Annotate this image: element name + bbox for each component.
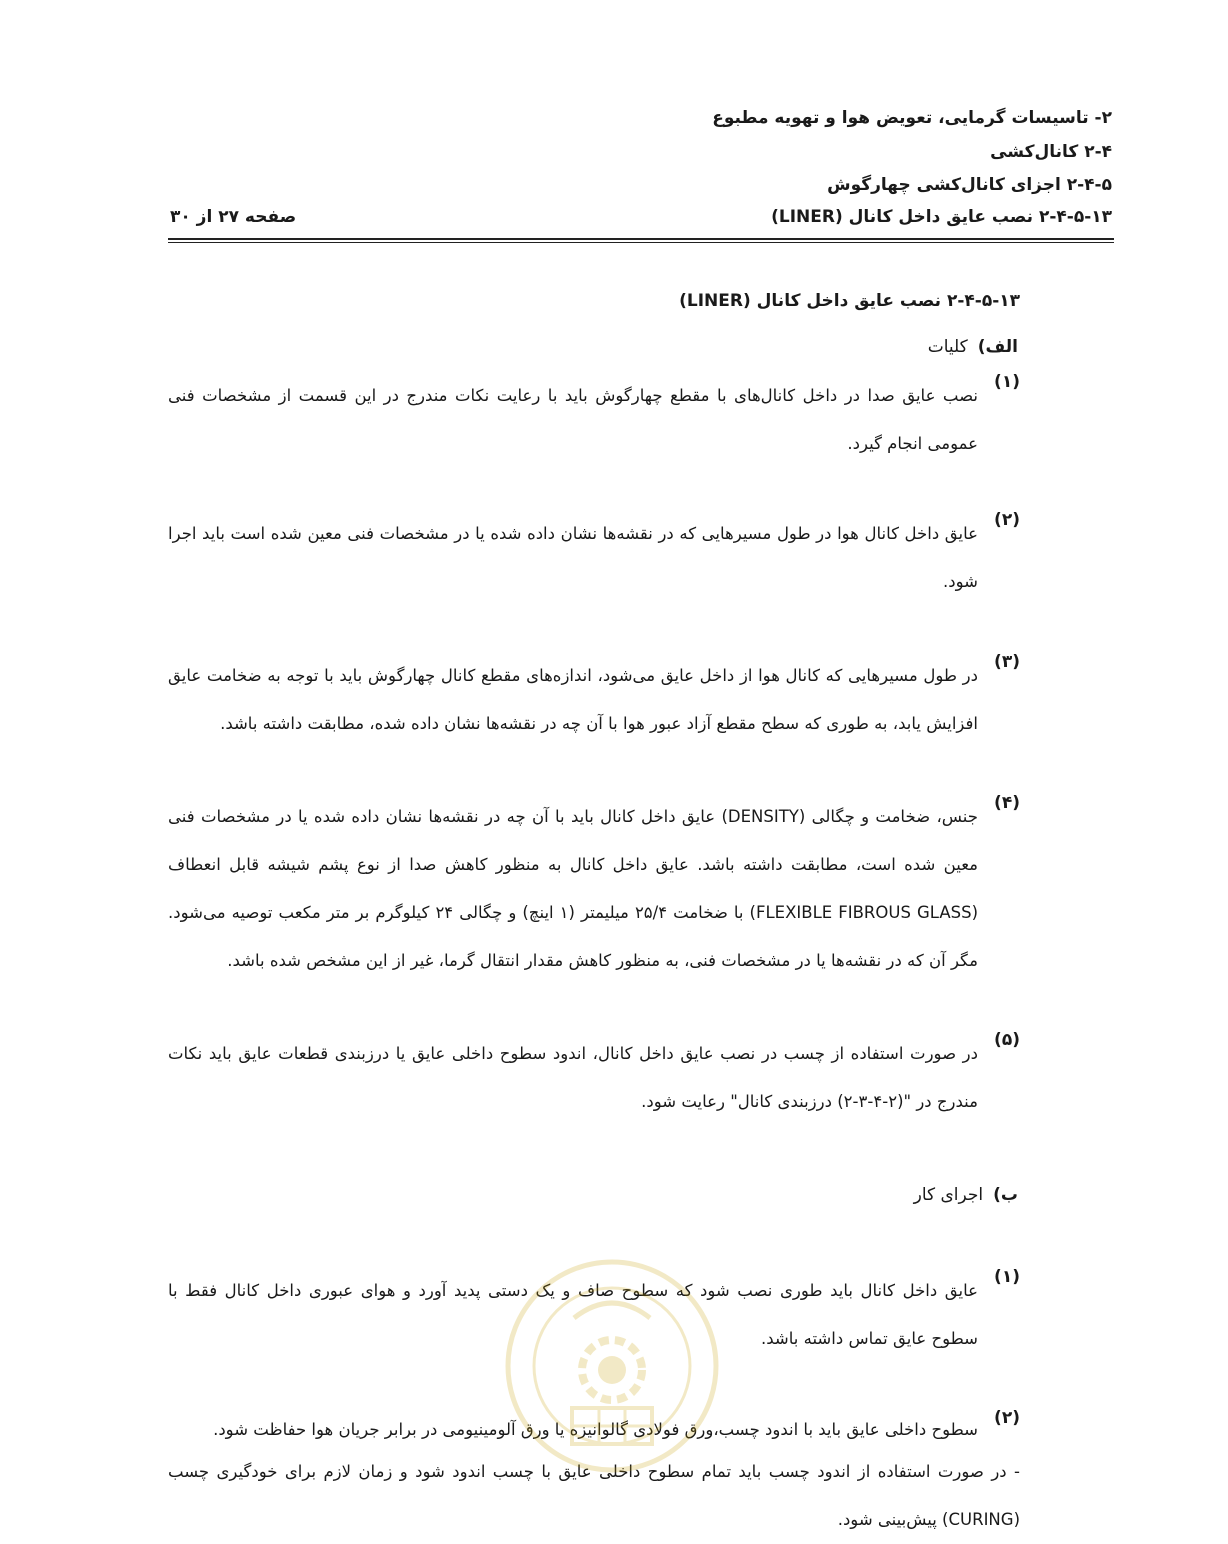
part-b-heading bbox=[914, 1185, 1018, 1205]
part-b-letter: ب) bbox=[993, 1185, 1018, 1205]
item-text: سطوح داخلی عایق باید با اندود چسب،ورق فولادی گالوانیزه یا ورق آلومینیومی در برابر جریان هوا حفاظت شود. bbox=[213, 1420, 978, 1439]
part-a-letter: الف) bbox=[977, 337, 1018, 357]
page-number: صفحه ۲۷ از ۳۰ bbox=[170, 207, 297, 227]
watermark-seal-icon bbox=[504, 1258, 720, 1474]
item-number: (۱) bbox=[994, 1267, 1020, 1287]
list-item bbox=[168, 1030, 1020, 1126]
section-title: ۲-۴-۵-۱۳ نصب عایق داخل کانال (LINER) bbox=[679, 291, 1020, 311]
item-number: (۱) bbox=[994, 372, 1020, 392]
header-section: ۲-۴ کانال‌کشی bbox=[990, 142, 1112, 162]
header-divider bbox=[168, 238, 1114, 240]
header-subsection: ۲-۴-۵ اجزای کانال‌کشی چهارگوش bbox=[827, 175, 1112, 195]
list-item bbox=[168, 510, 1020, 606]
item-text: عایق داخل کانال باید طوری نصب شود که سطوح صاف و یک دستی پدید آورد و هوای عبوری داخل کانال فقط با سطوح عایق تماس داشته باشد. bbox=[168, 1281, 978, 1348]
part-b-label: اجرای کار bbox=[913, 1185, 984, 1205]
item-number: (۲) bbox=[994, 510, 1020, 530]
item-number: (۴) bbox=[994, 793, 1020, 813]
list-item bbox=[168, 793, 1020, 985]
list-item bbox=[168, 372, 1020, 468]
item-text: نصب عایق صدا در داخل کانال‌های با مقطع چهارگوش باید با رعایت نکات مندرج در این قسمت از مشخصات فنی عمومی انجام گیرد. bbox=[168, 386, 978, 453]
item-text: عایق داخل کانال هوا در طول مسیرهایی که در نقشه‌ها نشان داده شده یا در مشخصات فنی معین شده است باید اجرا شود. bbox=[168, 524, 978, 591]
item-text: جنس، ضخامت و چگالی (DENSITY) عایق داخل کانال باید با آن چه در نقشه‌ها نشان داده شده یا در مشخصات فنی معین شده است، مطابقت داشته باشد. عایق داخل کانال به منظور کاهش صدا از نوع پشم شیشه قابل انعطاف (FLEXIBLE FIBROUS GLASS) با ضخامت ۲۵/۴ میلیمتر (۱ اینچ) و چگالی ۲۴ کیلوگرم بر متر مکعب توصیه می‌شود. مگر آن که در نقشه‌ها یا در مشخصات فنی، به منظور کاهش مقدار انتقال گرما، غیر از این مشخص شده باشد. bbox=[168, 807, 978, 970]
part-a-label: کلیات bbox=[927, 337, 968, 357]
item-number: (۲) bbox=[994, 1408, 1020, 1428]
item-text: در طول مسیرهایی که کانال هوا از داخل عایق می‌شود، اندازه‌های مقطع کانال چهارگوش باید با توجه به ضخامت عایق افزایش یابد، به طوری که سطح مقطع آزاد عبور هوا با آن چه در نقشه‌ها نشان داده شده، مطابقت داشته باشد. bbox=[168, 666, 978, 733]
header-chapter: ۲- تاسیسات گرمایی، تعویض هوا و تهویه مطبوع bbox=[712, 108, 1112, 128]
item-number: (۵) bbox=[994, 1030, 1020, 1050]
item-text: در صورت استفاده از چسب در نصب عایق داخل کانال، اندود سطوح داخلی عایق یا درزبندی قطعات عایق باید نکات مندرج در "(۲-۴-۳-۲) درزبندی کانال" رعایت شود. bbox=[168, 1044, 978, 1111]
header-divider-thin bbox=[168, 242, 1114, 243]
item-note: - در صورت استفاده از اندود چسب باید تمام سطوح داخلی عایق با چسب اندود شود و زمان لازم برای خودگیری چسب (CURING) پیش‌بینی شود. bbox=[168, 1462, 1020, 1529]
list-item bbox=[168, 652, 1020, 748]
header-topic: ۲-۴-۵-۱۳ نصب عایق داخل کانال (LINER) bbox=[771, 207, 1112, 227]
item-number: (۳) bbox=[994, 652, 1020, 672]
part-a-heading bbox=[928, 337, 1018, 357]
